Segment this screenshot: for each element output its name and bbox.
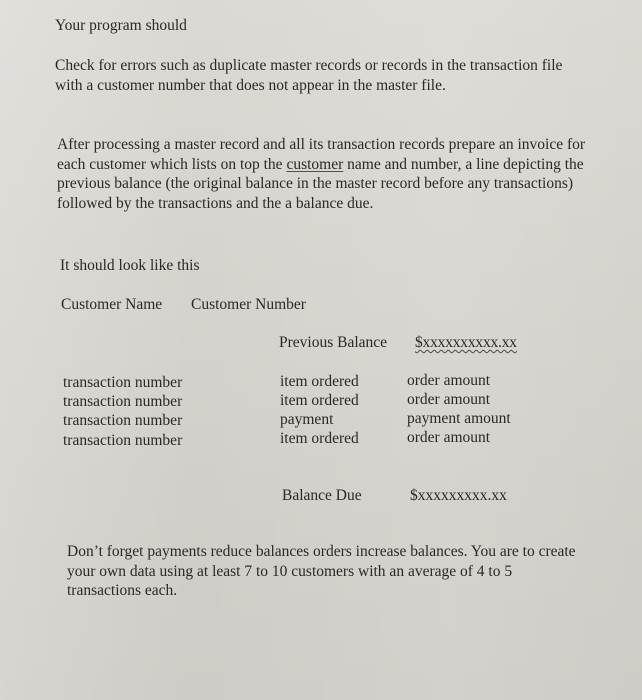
row-3-item: payment: [280, 411, 334, 428]
row-1-amount: order amount: [407, 372, 491, 389]
paragraph-errors: Check for errors such as duplicate master records or records in the transaction file with a customer number that does not appear in the master file.: [55, 57, 563, 94]
row-4-amount: order amount: [407, 429, 491, 446]
row-2-item: item ordered: [280, 392, 359, 409]
heading: Your program should: [55, 17, 187, 34]
row-2-amount: order amount: [407, 391, 491, 408]
row-3-amount: payment amount: [407, 410, 511, 427]
underlined-word: customer: [286, 155, 344, 173]
previous-balance-value: $xxxxxxxxxx.xx: [415, 334, 517, 351]
paragraph-invoice-part2: name and number, a line depicting the previous balance (the original balance in the master record before any transactions) followed by the transactions and the a balance due.: [57, 155, 584, 212]
balance-due-label: Balance Due: [282, 487, 362, 504]
row-3-transaction: transaction number: [63, 412, 183, 429]
row-4-item: item ordered: [280, 430, 359, 447]
footer-note: Don’t forget payments reduce balances orders increase balances. You are to create your own data using at least 7 to 10 customers with an average of 4 to 5 transactions each.: [67, 543, 576, 600]
paragraph-invoice-part1: After processing a master record and all its transaction records prepare an invoice for each customer which lists on top the: [57, 136, 586, 173]
balance-due-value: $xxxxxxxxx.xx: [410, 487, 507, 504]
look-like-text: It should look like this: [60, 257, 200, 274]
paragraph-invoice: [57, 135, 592, 213]
row-1-transaction: transaction number: [63, 374, 183, 391]
previous-balance-label: Previous Balance: [279, 334, 388, 351]
customer-name-label: Customer Name: [61, 296, 163, 313]
customer-number-label: Customer Number: [191, 296, 306, 313]
row-4-transaction: transaction number: [63, 432, 183, 449]
row-2-transaction: transaction number: [63, 393, 183, 410]
row-1-item: item ordered: [280, 373, 359, 390]
